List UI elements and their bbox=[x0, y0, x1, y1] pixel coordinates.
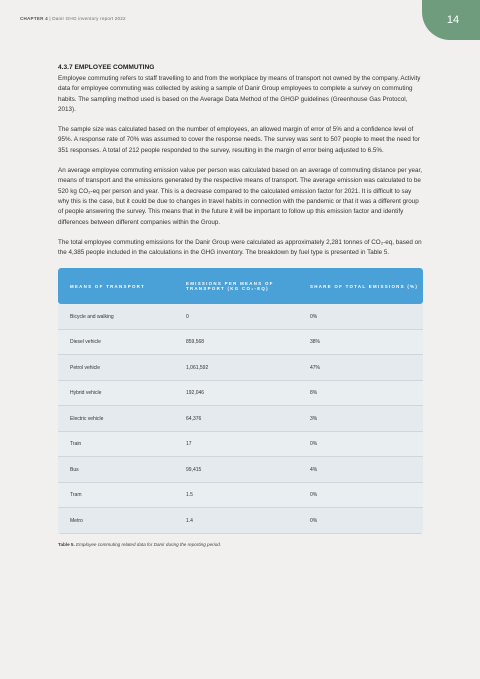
table-row bbox=[58, 381, 423, 407]
cell-means: Bus bbox=[70, 466, 79, 473]
cell-emissions: 0 bbox=[186, 313, 189, 320]
col-header-means: MEANS OF TRANSPORT bbox=[70, 283, 146, 289]
running-header bbox=[20, 16, 126, 21]
cell-share: 8% bbox=[310, 390, 318, 397]
table-row bbox=[58, 406, 423, 432]
caption-label: Table 5. bbox=[58, 541, 75, 547]
cell-means: Electric vehicle bbox=[70, 415, 104, 422]
cell-share: 0% bbox=[310, 441, 318, 448]
cell-means: Train bbox=[70, 441, 82, 448]
chapter-label: CHAPTER 4 bbox=[20, 16, 48, 21]
table-row bbox=[58, 508, 423, 534]
caption-text: Employee commuting related data for Danir during the reporting period. bbox=[74, 541, 222, 547]
cell-share: 0% bbox=[310, 517, 318, 524]
table-header-row bbox=[58, 268, 423, 304]
table-caption bbox=[58, 542, 423, 547]
table-row bbox=[58, 432, 423, 458]
emissions-table bbox=[58, 268, 423, 534]
cell-emissions: 1,061,592 bbox=[186, 364, 209, 371]
cell-share: 0% bbox=[310, 492, 318, 499]
cell-means: Bicycle and walking bbox=[70, 313, 114, 320]
paragraph-4: The total employee commuting emissions for the Danir Group were calculated as approximately 2,281 tonnes of CO₂-eq, based on the 4,385 people included in the calculations in the GHG inventory. The breakdown by fuel type is presented in Table 5. bbox=[58, 238, 422, 257]
report-title: | Danir GHG inventory report 2022 bbox=[49, 16, 126, 21]
page-number-tab bbox=[422, 0, 480, 40]
paragraph-1: Employee commuting refers to staff travelling to and from the workplace by means of transport not owned by the company. Activity data for employee commuting was collected by asking a sample of Danir Group employees to complete a survey on commuting habits. The sampling method used is based on the Average Data Method of the GHGP guidelines (Greenhouse Gas Protocol, 2013). bbox=[58, 75, 421, 113]
cell-means: Metro bbox=[70, 517, 83, 524]
cell-emissions: 859,568 bbox=[186, 339, 205, 346]
cell-emissions: 17 bbox=[186, 441, 192, 448]
main-content bbox=[58, 64, 423, 547]
cell-means: Diesel vehicle bbox=[70, 339, 101, 346]
table-row bbox=[58, 483, 423, 509]
col-header-share: SHARE OF TOTAL EMISSIONS (%) bbox=[310, 283, 419, 289]
cell-emissions: 1.4 bbox=[186, 517, 193, 524]
table-row bbox=[58, 355, 423, 381]
cell-emissions: 64,376 bbox=[186, 415, 202, 422]
section-title: 4.3.7 EMPLOYEE COMMUTING bbox=[58, 64, 155, 71]
col-header-emissions: EMISSIONS PER MEANS OF TRANSPORT (KG CO₂-EQ) bbox=[186, 281, 274, 292]
paragraph-3: An average employee commuting emission value per person was calculated based on an average of commuting distance per year, means of transport and the emissions generated by the respective means of transport. The average emission was calculated to be 520 kg CO₂-eq per person and year. This is a decrease compared to the calculated emission factor for 2021. It is difficult to say why this is the case, but it could be due to changes in travel habits in connection with the pandemic or that it was a different group of people answering the survey. This means that in the future it will be important to follow up this emission factor and identify differences between different companies within the Group. bbox=[58, 167, 423, 226]
cell-means: Petrol vehicle bbox=[70, 364, 101, 371]
table-row bbox=[58, 457, 423, 483]
cell-emissions: 192,046 bbox=[186, 390, 205, 397]
cell-share: 38% bbox=[310, 339, 321, 346]
table-row bbox=[58, 304, 423, 330]
cell-means: Tram bbox=[70, 492, 82, 499]
cell-share: 4% bbox=[310, 466, 318, 473]
page-number: 14 bbox=[446, 14, 460, 26]
cell-emissions: 99,415 bbox=[186, 466, 202, 473]
table-row bbox=[58, 330, 423, 356]
paragraph-2: The sample size was calculated based on the number of employees, an allowed margin of error of 5% and a confidence level of 95%. A response rate of 70% was assumed to cover the response needs. The survey was sent to 507 people to meet the need for 351 responses. A total of 212 people responded to the survey, resulting in the margin of error being adjusted to 6.5%. bbox=[58, 126, 420, 154]
cell-means: Hybrid vehicle bbox=[70, 390, 102, 397]
cell-share: 47% bbox=[310, 364, 321, 371]
cell-emissions: 1.5 bbox=[186, 492, 193, 499]
cell-share: 3% bbox=[310, 415, 318, 422]
cell-share: 0% bbox=[310, 313, 318, 320]
table-body bbox=[58, 304, 423, 534]
